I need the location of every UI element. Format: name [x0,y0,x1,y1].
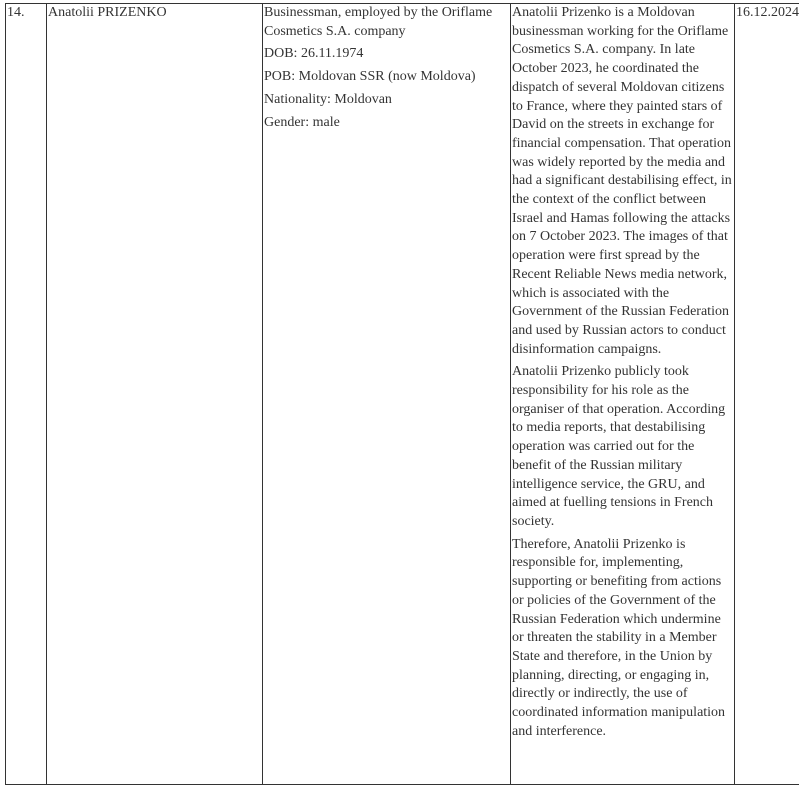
reasons-cell [511,4,735,785]
entry-number: 14. [6,4,47,785]
table-row [6,4,799,785]
occupation-text: Businessman, employed by the Oriflame Cosmetics S.A. company [264,4,509,41]
identifying-information-cell [263,4,511,785]
date-of-birth-text: DOB: 26.11.1974 [264,45,509,64]
reasons-paragraph: Therefore, Anatolii Prizenko is responsible for, implementing, supporting or benefiting from actions or policies of the Government of the Russian Federation which undermine or threaten the stability in a Member State and therefore, in the Union by planning, directing, or engaging in, directly or indirectly, the use of coordinated information manipulation and interference. [512,536,733,742]
date-of-listing: 16.12.2024 [735,4,799,785]
nationality-text: Nationality: Moldovan [264,91,509,110]
reasons-paragraph: Anatolii Prizenko is a Moldovan businessman working for the Oriflame Cosmetics S.A. company. In late October 2023, he coordinated the dispatch of several Moldovan citizens to France, where they painted stars of David on the streets in exchange for financial compensation. That operation was widely reported by the media and had a significant destabilising effect, in the context of the conflict between Israel and Hamas following the attacks on 7 October 2023. The images of that operation were first spread by the Recent Reliable News media network, which is associated with the Government of the Russian Federation and used by Russian actors to conduct disinformation campaigns. [512,4,733,359]
entry-name: Anatolii PRIZENKO [47,4,263,785]
gender-text: Gender: male [264,114,509,133]
reasons-paragraph: Anatolii Prizenko publicly took responsibility for his role as the organiser of that operation. According to media reports, that destabilising operation was carried out for the benefit of the Russian military intelligence service, the GRU, and aimed at fuelling tensions in French society. [512,363,733,531]
place-of-birth-text: POB: Moldovan SSR (now Moldova) [264,68,509,87]
sanctions-listing-table [5,3,799,785]
